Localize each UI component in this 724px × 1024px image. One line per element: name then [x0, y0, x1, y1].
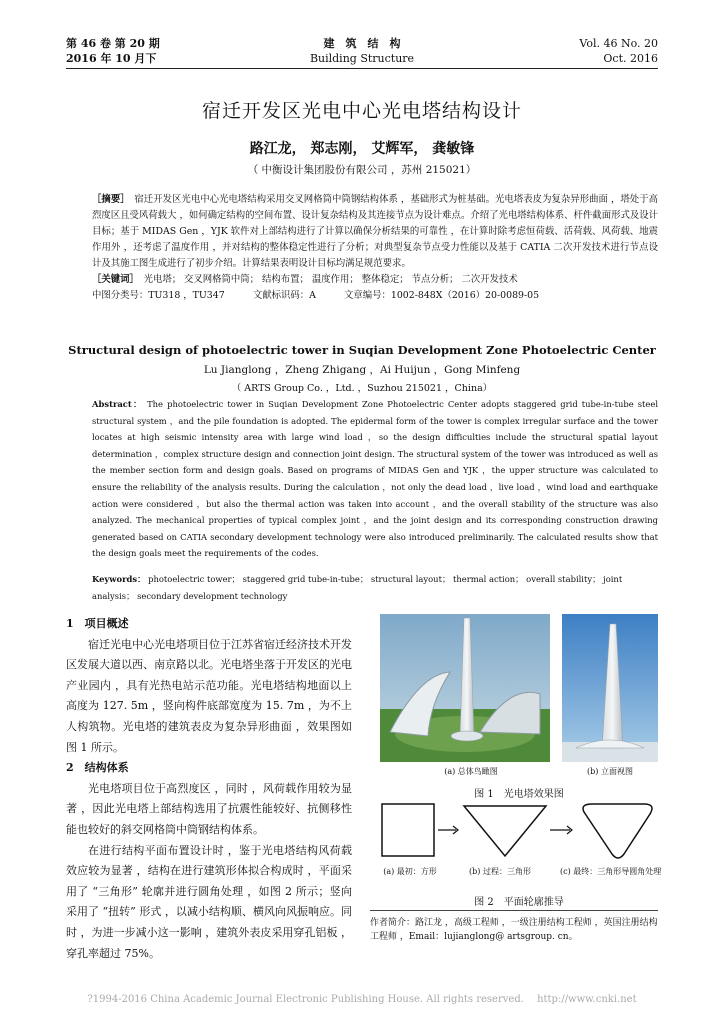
header-right	[579, 36, 658, 66]
volume-en: Vol. 46 No. 20	[579, 37, 658, 50]
keywords-cn-label: ［关键词］	[92, 274, 135, 285]
abstract-en-text: The photoelectric tower in Suqian Development Zone Photoelectric Center adopts staggered grid tube-in-tube steel structural system ，and the pile foundation is adopted. The epidermal form of the tower is complex irregular surface and the tower locates at high seismic intensity area with large wind load ，so the design difficulties include the structural spatial layout determination ，complex structure design and connection joint design. The structural system of the tower was introduced as well as the member section form and design goals. Based on programs of MIDAS Gen and YJK ，the upper structure was calculated to ensure the reliability of the analysis results. During the calculation ，not only the dead load ，live load ，wind load and earthquake action were considered ，but also the thermal action was taken into account ，and the overall stability of the structure was also analyzed. The mechanical properties of typical complex joint ，and the joint design and its corresponding construction drawing generated based on CATIA secondary development technology were also introduced preliminarily. The calculated results show that the design goals meet the requirements of the codes.	[92, 399, 658, 559]
triangle-outline	[464, 806, 546, 856]
figure-2b-caption: (b) 过程：三角形	[469, 867, 531, 876]
paper-title-cn: 宿迁开发区光电中心光电塔结构设计	[201, 100, 522, 122]
volume-cn: 第 46 卷 第 20 期	[66, 37, 160, 50]
abstract-cn	[92, 192, 658, 304]
section-2-paragraph-1: 光电塔项目位于高烈度区 ，同时 ，风荷载作用较为显著 ，因此光电塔上部结构选用了抗震性能较好、抗侧移性能也较好的斜交网格筒中筒钢结构体系。	[66, 781, 352, 836]
figure-2a-caption: (a) 最初：方形	[383, 867, 437, 876]
figure-1a-caption: (a) 总体鸟瞰图	[444, 767, 498, 776]
figure-2c-caption: (c) 最终：三角形导圆角处理	[560, 867, 662, 876]
figure-2-caption: 图 2 平面轮廓推导	[474, 897, 564, 908]
journal-en: Building Structure	[309, 52, 415, 65]
header-rule	[66, 68, 658, 69]
figure-1-caption: 图 1 光电塔效果图	[474, 789, 564, 800]
authors-cn: 路江龙， 郑志刚， 艾辉军， 龚敏锋	[249, 141, 475, 157]
keywords-en-block	[92, 571, 658, 604]
abstract-en	[92, 396, 658, 562]
date-cn: 2016 年 10 月下	[66, 52, 157, 65]
rounded-triangle-outline	[583, 804, 652, 858]
square-outline	[382, 804, 434, 856]
affiliation-cn: （ 中衡设计集团股份有限公司 ，苏州 215021）	[247, 164, 477, 176]
figure-2-shapes	[380, 800, 658, 862]
figure-1-images	[380, 614, 658, 762]
figure-1	[380, 614, 658, 800]
keywords-cn: 光电塔； 交叉网格筒中筒； 结构布置； 温度作用； 整体稳定； 节点分析； 二次开发技术	[143, 274, 518, 285]
footnote-rule	[370, 910, 658, 911]
keywords-en: photoelectric tower； staggered grid tube-in-tube； structural layout； thermal action； overall stability； joint analysis； secondary development technology	[92, 574, 623, 601]
section-2-paragraph-2: 在进行结构平面布置设计时 ，鉴于光电塔结构风荷载效应较为显著 ，结构在进行建筑形体拟合构成时 ，平面采用了 “三角形” 轮廓并进行圆角处理 ，如图 2 所示；竖向采用了 “扭转” 形式 ，以减小结构顺、横风向风振响应。同时 ，为进一步减小这一影响 ，建筑外表皮采用穿孔铝板 ，穿孔率超过 75%。	[66, 843, 352, 960]
abstract-en-label: Abstract：	[92, 399, 143, 409]
date-en: Oct. 2016	[603, 52, 658, 65]
affiliation-en: （ ARTS Group Co. ，Ltd. ，Suzhou 215021 ，China）	[231, 383, 493, 394]
section-1-paragraph: 宿迁光电中心光电塔项目位于江苏省宿迁经济技术开发区发展大道以西、南京路以北。光电塔坐落于开发区的光电产业园内 ，具有光热电站示范功能。光电塔结构地面以上高度为 127. 5m ，竖向构件底部宽度为 15. 7m ，为不上人构筑物。光电塔的建筑表皮为复杂异形曲面 ，效果图如图 1 所示。	[66, 637, 352, 754]
section-2-heading: 2 结构体系	[66, 761, 129, 775]
body-left-column	[66, 614, 352, 964]
abstract-cn-text: 宿迁开发区光电中心光电塔结构采用交叉网格筒中筒钢结构体系 ，基础形式为桩基础。光电塔表皮为复杂异形曲面 ，塔处于高烈度区且受风荷载大 ，如何确定结构的空间布置、设计复杂结构及其连接节点为设计难点。介绍了光电塔结构体系、杆件截面形式及设计目标；基于 MIDAS Gen ，YJK 软件对上部结构进行了计算以确保分析结果的可靠性 ，在计算时除考虑恒荷载、活荷载、风荷载、地震作用外 ，还考虑了温度作用 ，并对结构的整体稳定性进行了分析；对典型复杂节点受力性能以及基于 CATIA 二次开发技术进行节点设计及其施工图生成进行了初步介绍。计算结果表明设计目标均满足规范要求。	[92, 194, 658, 269]
copyright-line: ?1994-2016 China Academic Journal Electronic Publishing House. All rights reserved. http://www.cnki.net	[87, 994, 637, 1005]
figure-2	[380, 800, 662, 908]
figure-1b-caption: (b) 立面视图	[587, 767, 633, 776]
keywords-en-label: Keywords：	[92, 574, 146, 584]
authors-en: Lu Jianglong ，Zheng Zhigang ，Ai Huijun ，Gong Minfeng	[203, 364, 521, 376]
section-1-heading: 1 项目概述	[66, 617, 129, 630]
abstract-cn-label: ［摘要］	[92, 194, 125, 205]
journal-cn: 建 筑 结 构	[323, 37, 401, 50]
classification-codes: 中图分类号：TU318 ，TU347 文献标识码：A 文章编号：1002-848X（2016）20-0089-05	[92, 290, 540, 301]
paper-title-en: Structural design of photoelectric tower in Suqian Development Zone Photoelectric Center	[68, 343, 656, 357]
author-footnote: 作者简介：路江龙 ，高级工程师 ，一级注册结构工程师 ，英国注册结构工程师 ，Email：lujianglong@ artsgroup. cn。	[370, 918, 658, 942]
